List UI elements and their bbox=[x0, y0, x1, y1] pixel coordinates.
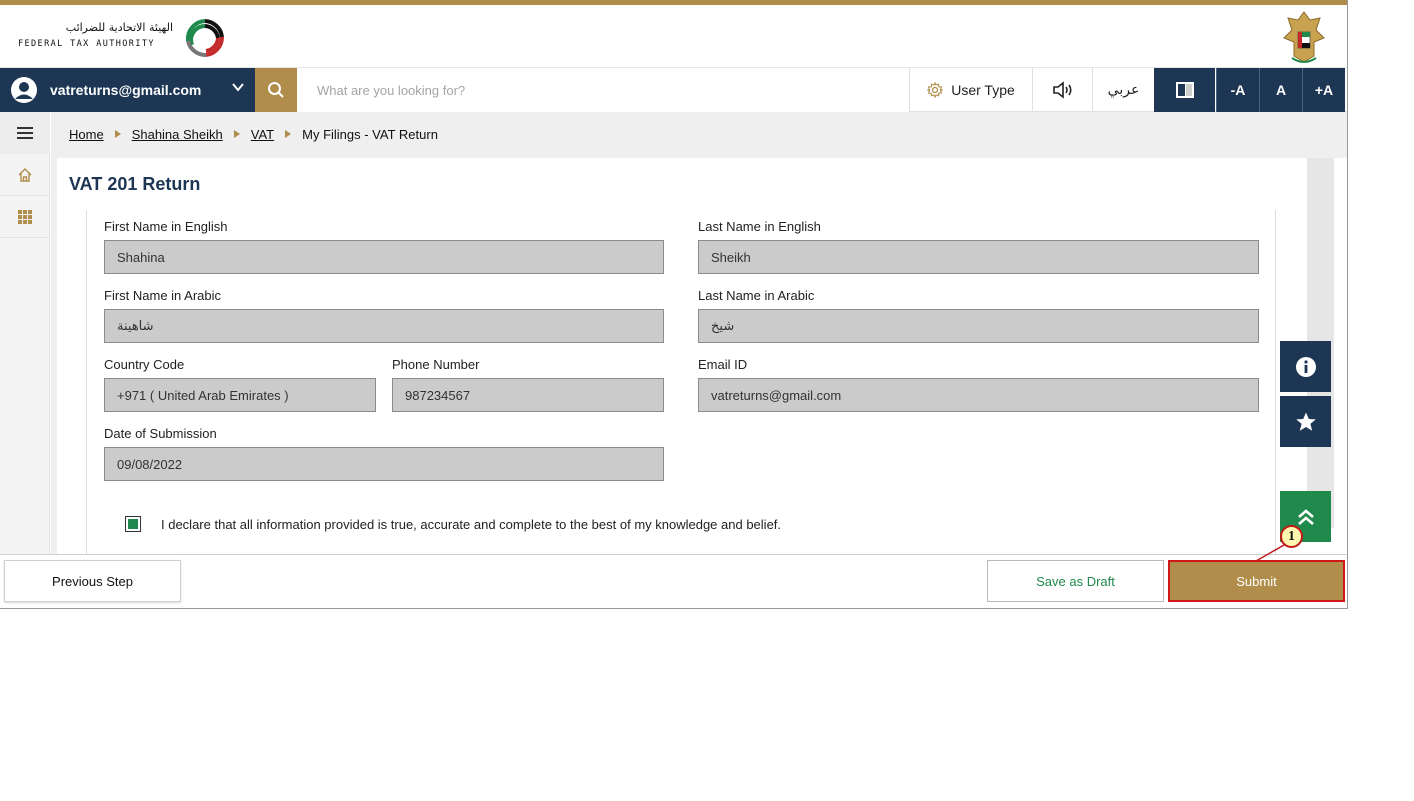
uae-emblem-icon bbox=[1280, 8, 1328, 66]
country-code-label: Country Code bbox=[104, 357, 185, 372]
checkmark-icon bbox=[128, 519, 138, 529]
menu-toggle-button[interactable] bbox=[0, 112, 50, 154]
breadcrumb-separator-icon bbox=[285, 130, 291, 138]
declaration-form bbox=[86, 210, 1276, 554]
previous-step-button[interactable]: Previous Step bbox=[4, 560, 181, 602]
info-button[interactable] bbox=[1280, 341, 1331, 392]
contrast-icon bbox=[1175, 81, 1195, 99]
sidebar-item-apps[interactable] bbox=[0, 196, 50, 238]
first-name-ar-label: First Name in Arabic bbox=[104, 288, 222, 303]
country-code-field[interactable] bbox=[104, 378, 376, 412]
submission-date-label: Date of Submission bbox=[104, 426, 217, 441]
chevron-down-icon[interactable] bbox=[231, 80, 245, 94]
user-avatar-icon bbox=[10, 76, 38, 104]
audio-button[interactable] bbox=[1032, 68, 1092, 112]
search-icon bbox=[267, 81, 285, 99]
declaration-text: I declare that all information provided is true, accurate and complete to the best of my knowledge and belief. bbox=[161, 516, 782, 532]
grid-icon bbox=[17, 209, 33, 225]
favorite-button[interactable] bbox=[1280, 396, 1331, 447]
first-name-en-field[interactable] bbox=[104, 240, 664, 274]
breadcrumb-current: My Filings - VAT Return bbox=[302, 126, 438, 142]
breadcrumb-separator-icon bbox=[234, 130, 240, 138]
home-icon bbox=[17, 167, 33, 183]
sidebar-item-home[interactable] bbox=[0, 154, 50, 196]
breadcrumb-separator-icon bbox=[115, 130, 121, 138]
submit-button[interactable]: Submit bbox=[1168, 560, 1345, 602]
breadcrumb-vat[interactable]: VAT bbox=[250, 126, 275, 142]
save-draft-button[interactable]: Save as Draft bbox=[987, 560, 1164, 602]
language-toggle[interactable]: عربي bbox=[1092, 68, 1154, 112]
info-icon bbox=[1295, 356, 1317, 378]
user-menu[interactable] bbox=[0, 68, 255, 112]
double-chevron-up-icon bbox=[1295, 506, 1317, 528]
star-icon bbox=[1295, 411, 1317, 433]
logo-english-text: FEDERAL TAX AUTHORITY bbox=[18, 39, 155, 49]
hamburger-icon bbox=[17, 126, 33, 140]
font-increase-button[interactable]: +A bbox=[1302, 68, 1345, 112]
first-name-ar-field[interactable] bbox=[104, 309, 664, 343]
submission-date-field[interactable] bbox=[104, 447, 664, 481]
contrast-toggle[interactable] bbox=[1154, 68, 1215, 112]
last-name-en-field[interactable] bbox=[698, 240, 1259, 274]
breadcrumb bbox=[51, 112, 1348, 156]
declaration-checkbox[interactable] bbox=[125, 516, 141, 532]
fta-logo-icon bbox=[178, 11, 232, 63]
logo-arabic-text: الهيئة الاتحادية للضرائب bbox=[65, 21, 173, 34]
search-input[interactable] bbox=[297, 68, 909, 112]
user-type-button[interactable] bbox=[909, 68, 1032, 112]
font-normal-button[interactable]: A bbox=[1259, 68, 1302, 112]
phone-number-field[interactable] bbox=[392, 378, 664, 412]
main-content bbox=[51, 156, 1348, 554]
site-header bbox=[0, 5, 1348, 68]
font-decrease-button[interactable]: -A bbox=[1216, 68, 1259, 112]
gear-icon bbox=[927, 82, 943, 98]
first-name-en-label: First Name in English bbox=[104, 219, 228, 234]
page-title: VAT 201 Return bbox=[69, 174, 201, 194]
form-footer bbox=[0, 554, 1348, 609]
last-name-en-label: Last Name in English bbox=[698, 219, 821, 234]
email-label: Email ID bbox=[698, 357, 748, 372]
speaker-icon bbox=[1052, 81, 1074, 99]
user-email: vatreturns@gmail.com bbox=[50, 82, 202, 98]
breadcrumb-home[interactable]: Home bbox=[69, 126, 104, 142]
top-navbar bbox=[0, 68, 1348, 112]
search-button[interactable] bbox=[255, 68, 297, 112]
email-field[interactable] bbox=[698, 378, 1259, 412]
user-type-label: User Type bbox=[951, 82, 1015, 98]
last-name-ar-label: Last Name in Arabic bbox=[698, 288, 815, 303]
phone-number-label: Phone Number bbox=[392, 357, 480, 372]
step-callout-badge: 1 bbox=[1280, 525, 1303, 548]
declaration-row bbox=[125, 516, 781, 532]
breadcrumb-profile[interactable]: Shahina Sheikh bbox=[131, 126, 223, 142]
fta-logo[interactable] bbox=[18, 11, 238, 63]
return-card bbox=[57, 158, 1348, 554]
last-name-ar-field[interactable] bbox=[698, 309, 1259, 343]
left-sidebar bbox=[0, 112, 50, 554]
